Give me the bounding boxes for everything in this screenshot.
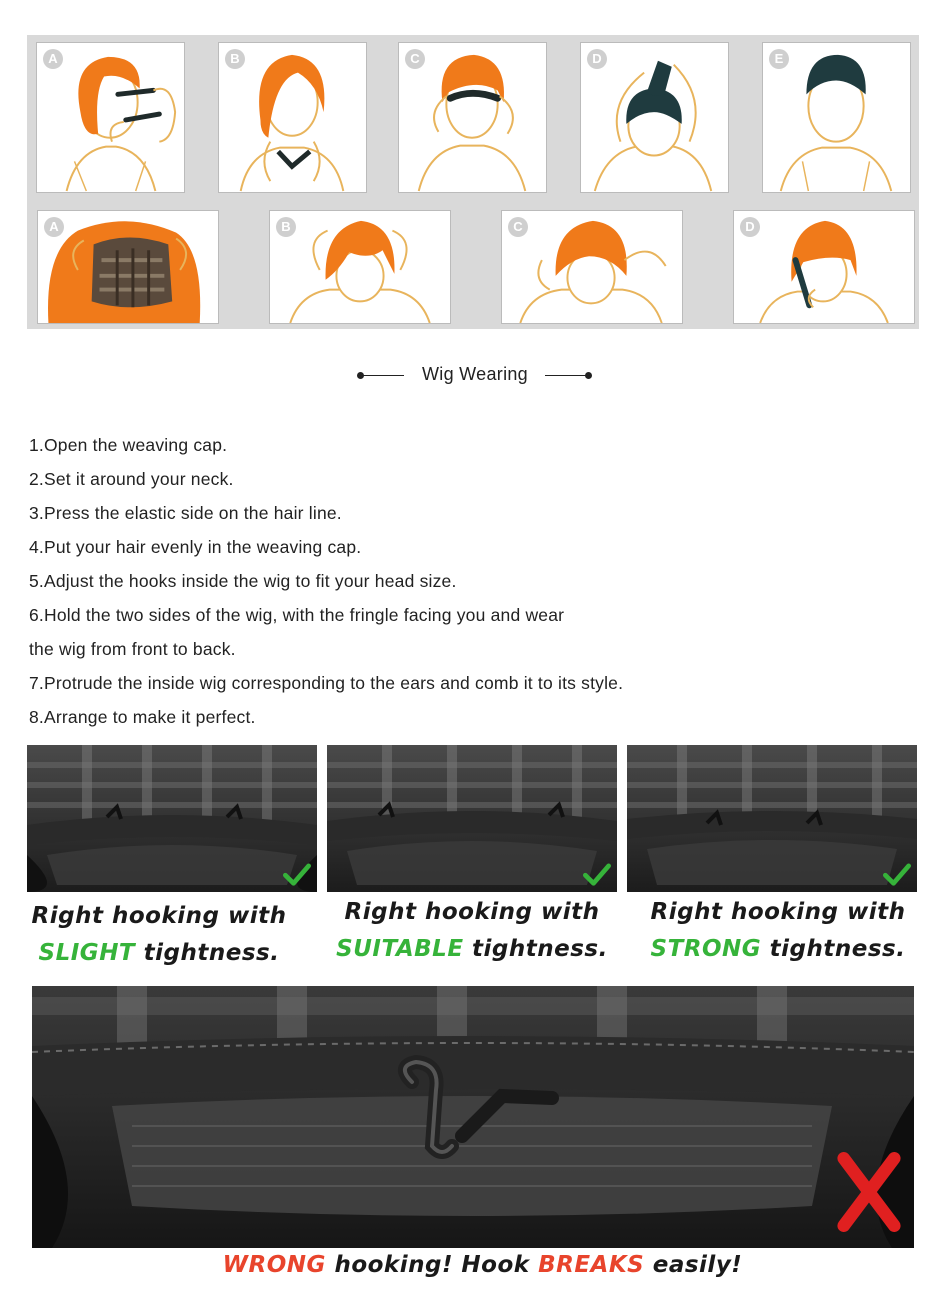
- step-badge: B: [225, 49, 245, 69]
- caption-highlight: SLIGHT: [38, 940, 136, 966]
- title-rule-right: [545, 375, 587, 376]
- wrong-hook-photo: [32, 986, 914, 1248]
- instruction-item: the wig from front to back.: [29, 639, 236, 659]
- instruction-item: 5.Adjust the hooks inside the wig to fit your head size.: [29, 571, 457, 591]
- step-panel-wig-d: [733, 210, 915, 324]
- step-panel-c: [398, 42, 547, 193]
- instruction-item: 7.Protrude the inside wig corresponding to the ears and comb it to its style.: [29, 673, 624, 693]
- caption-line1: Right hooking with: [650, 899, 906, 925]
- caption-strong: [633, 894, 923, 968]
- caption-highlight: STRONG: [650, 936, 762, 962]
- comb-wig-icon: [734, 211, 914, 323]
- caption-line1: Right hooking with: [31, 903, 287, 929]
- title-dot-right: [585, 372, 592, 379]
- step-badge: D: [740, 217, 760, 237]
- adjust-wig-icon: [502, 211, 682, 323]
- caption-highlight: SUITABLE: [336, 936, 464, 962]
- wear-wig-icon: [270, 211, 450, 323]
- instruction-item: 4.Put your hair evenly in the weaving cap.: [29, 537, 362, 557]
- step-badge: E: [769, 49, 789, 69]
- step-badge: B: [276, 217, 296, 237]
- section-title-text: Wig Wearing: [421, 364, 528, 384]
- wrong-hooking-caption: [0, 1252, 950, 1278]
- step-badge: A: [44, 217, 64, 237]
- wrong-text-1: hooking! Hook: [325, 1252, 539, 1278]
- wrong-word: WRONG: [222, 1252, 326, 1278]
- check-icon: [581, 860, 613, 888]
- hook-photo-slight: [27, 745, 317, 892]
- caption-slight: [14, 898, 304, 972]
- caption-suitable: [327, 894, 617, 968]
- step-panel-b: [218, 42, 367, 193]
- step-panel-e: [762, 42, 911, 193]
- hook-photo-strong: [627, 745, 917, 892]
- section-title: [0, 362, 950, 388]
- cross-icon: [836, 1152, 902, 1232]
- caption-line1: Right hooking with: [344, 899, 600, 925]
- wig-hooks-icon: [38, 211, 218, 323]
- hook-photo-suitable: [327, 745, 617, 892]
- instruction-item: 1.Open the weaving cap.: [29, 435, 228, 455]
- step-badge: D: [587, 49, 607, 69]
- instruction-list: [29, 428, 929, 734]
- wrong-text-2: easily!: [644, 1252, 743, 1278]
- caption-rest: tightness.: [463, 936, 608, 962]
- step-panel-a: [36, 42, 185, 193]
- wig-steps-illustration-strip: [27, 35, 919, 329]
- caption-rest: tightness.: [135, 940, 280, 966]
- breaks-word: BREAKS: [538, 1252, 645, 1278]
- check-icon: [281, 860, 313, 888]
- instruction-item: 8.Arrange to make it perfect.: [29, 707, 256, 727]
- step-badge: A: [43, 49, 63, 69]
- step-panel-wig-c: [501, 210, 683, 324]
- step-panel-wig-b: [269, 210, 451, 324]
- caption-rest: tightness.: [761, 936, 906, 962]
- instruction-item: 6.Hold the two sides of the wig, with the fringle facing you and wear: [29, 605, 565, 625]
- instruction-item: 2.Set it around your neck.: [29, 469, 234, 489]
- step-badge: C: [508, 217, 528, 237]
- instruction-item: 3.Press the elastic side on the hair line.: [29, 503, 342, 523]
- step-panel-d: [580, 42, 729, 193]
- step-badge: C: [405, 49, 425, 69]
- step-panel-wig-a: [37, 210, 219, 324]
- check-icon: [881, 860, 913, 888]
